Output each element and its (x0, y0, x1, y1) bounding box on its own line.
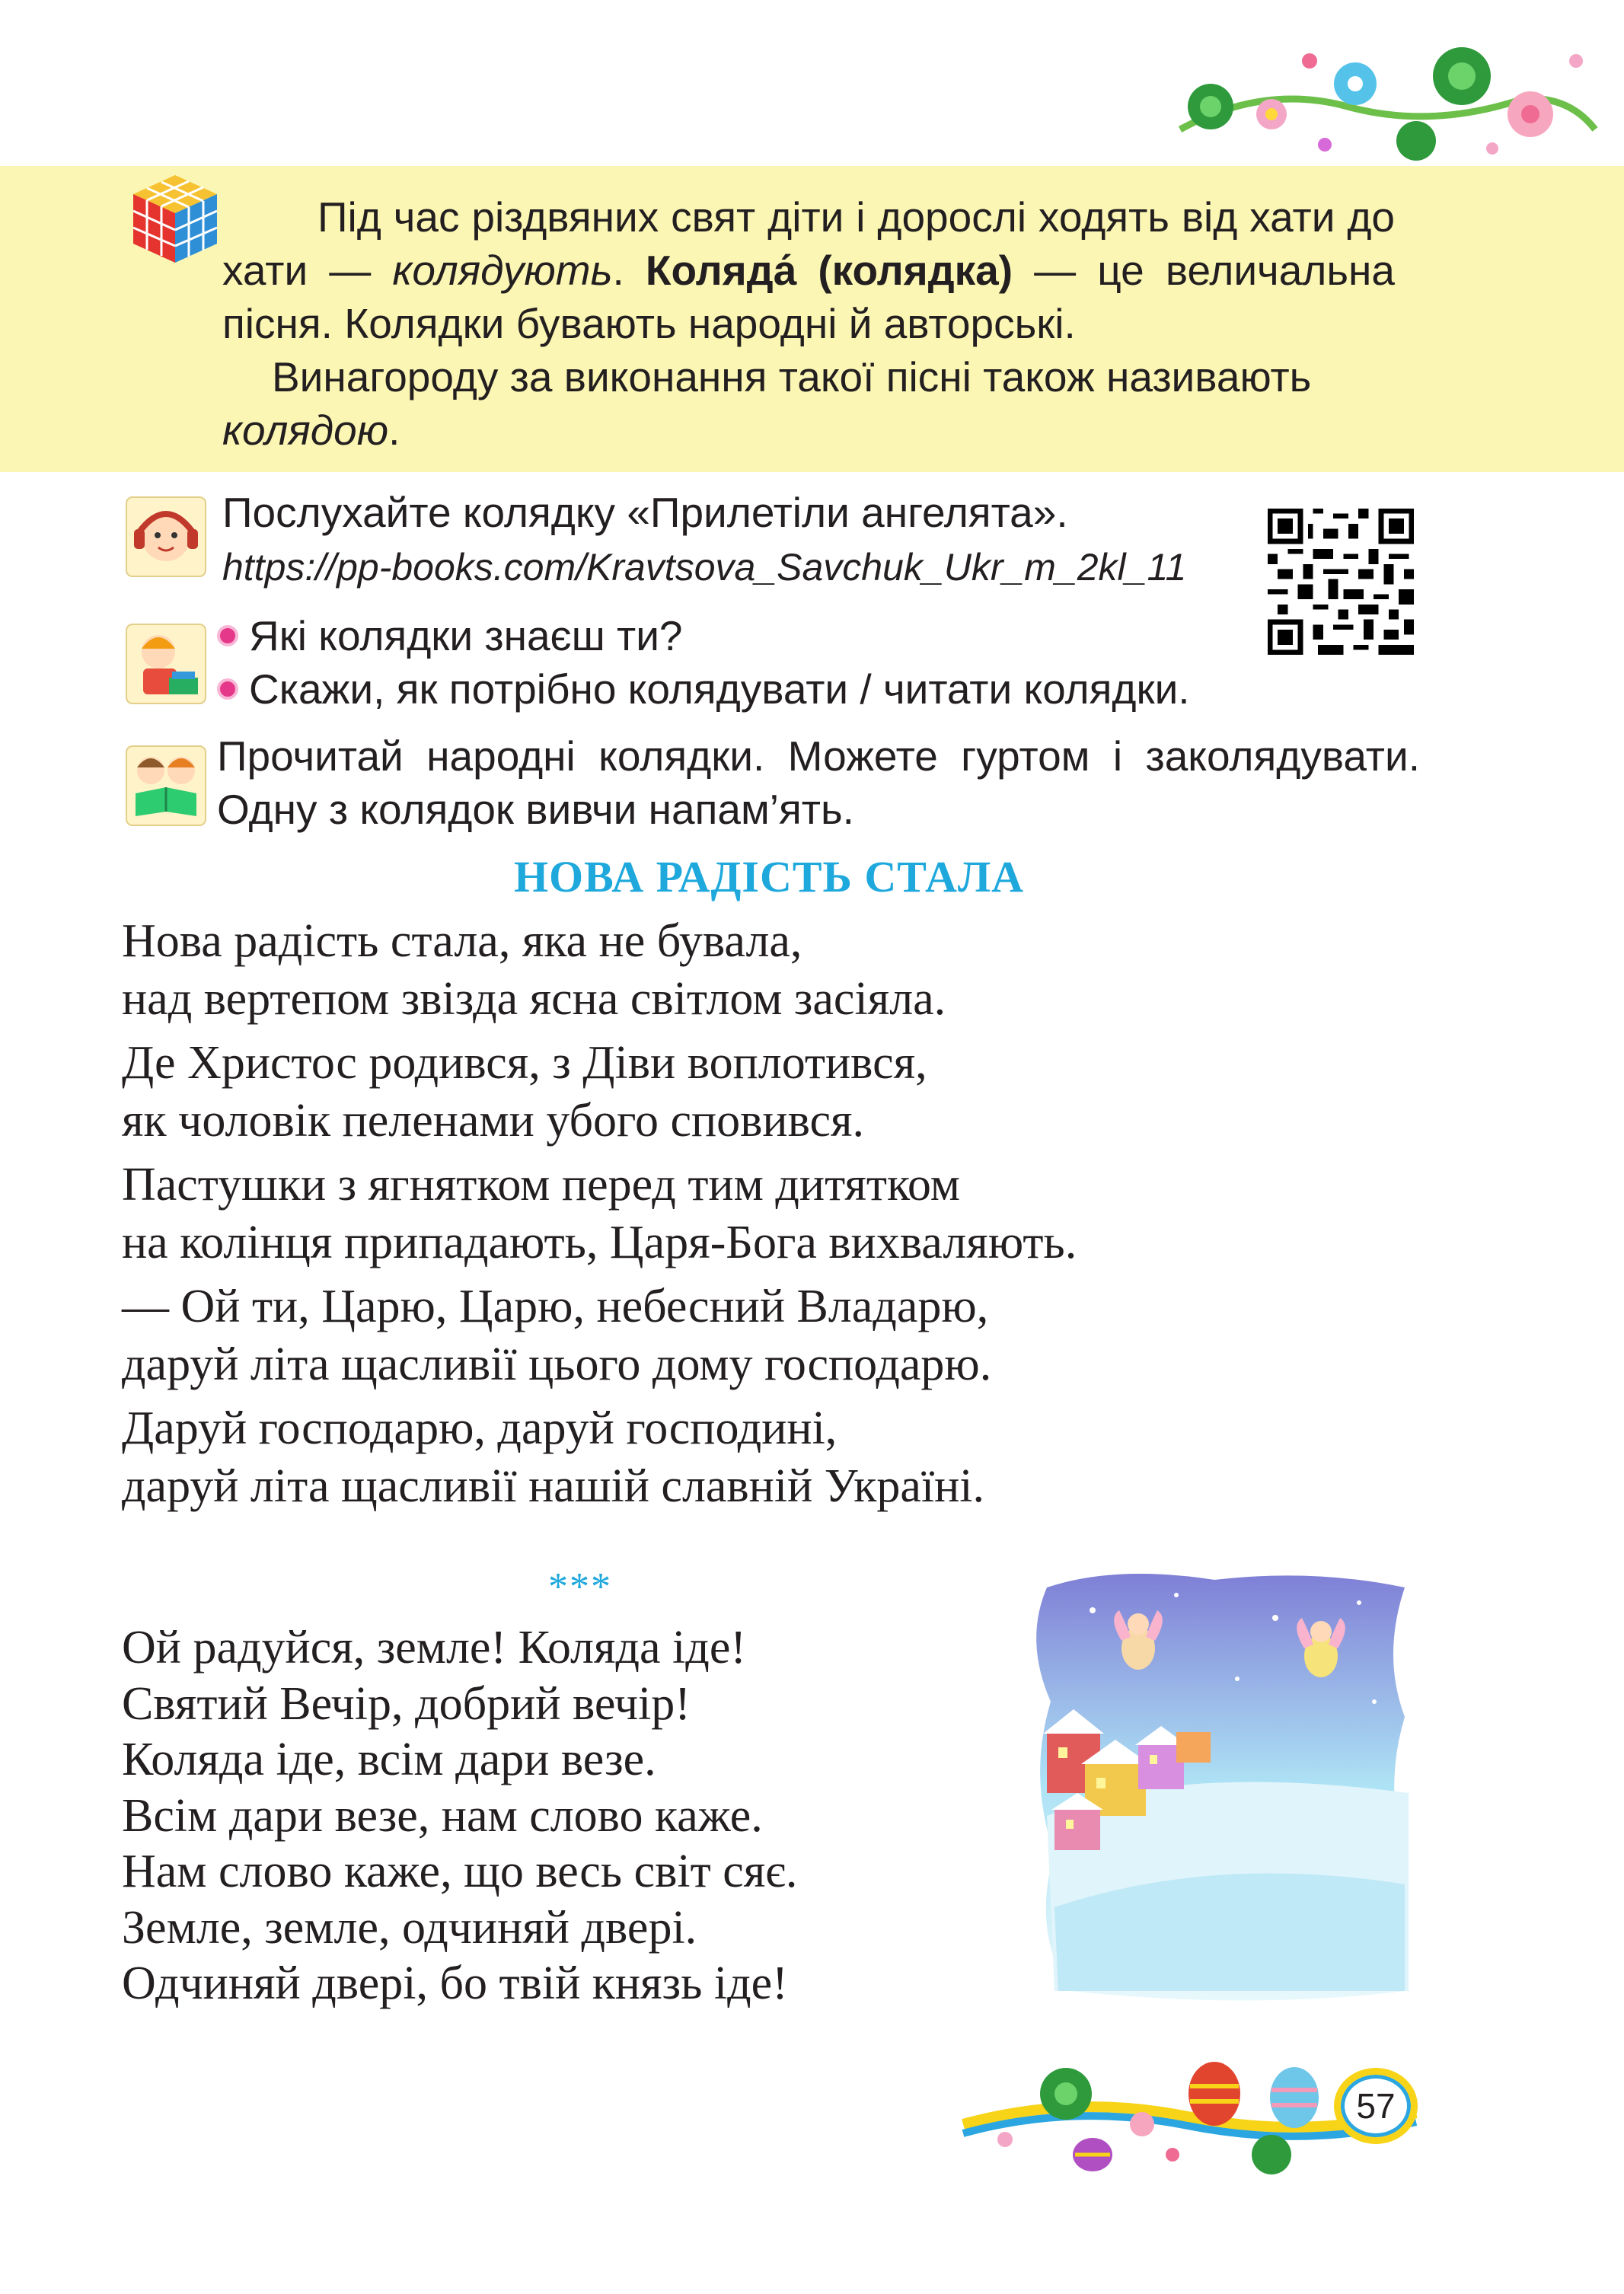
poem-line: — Ой ти, Царю, Царю, небесний Владарю, (122, 1281, 989, 1332)
poem-line: на колінця припадають, Царя-Бога вихваляють. (122, 1217, 1077, 1268)
poem-line: Всім дари везе, нам слово каже. (122, 1789, 763, 1842)
poem-line: Коляда іде, всім дари везе. (122, 1734, 656, 1785)
info-italic-term: колядою (222, 407, 389, 454)
question-1 (217, 609, 683, 662)
info-text: Під час різдвяних свят діти і дорослі ходять від хати до хати — (222, 193, 1395, 294)
poem-line: Нова радість стала, яка не бувала, (122, 915, 802, 967)
poem-line: Пастушки з ягнятком перед тим дитятком (122, 1159, 960, 1211)
pink-bullet-icon (217, 625, 238, 646)
info-bold-term: Коляда́ (колядка) (645, 247, 1013, 294)
poem-1 (122, 912, 1077, 1521)
poem-1-stanza (122, 1034, 1077, 1150)
poem-2-separator: *** (548, 1565, 612, 1609)
qr-code[interactable] (1268, 509, 1414, 655)
poem-line: даруй літа щасливії нашій славній Україні. (122, 1460, 984, 1512)
poem-line: Де Христос родився, з Діви воплотився, (122, 1037, 927, 1089)
poem-line: Земле, земле, одчиняй двері. (122, 1901, 697, 1954)
poem-line: над вертепом звізда ясна світлом засіяла. (122, 973, 946, 1025)
poem-line: Даруй господарю, даруй господині, (122, 1402, 838, 1454)
floral-ornament-top (1173, 15, 1599, 168)
poem-line: Одчиняй двері, бо твій князь іде! (122, 1957, 788, 2009)
page-number: 57 (1356, 2086, 1396, 2126)
poem-line: даруй літа щасливії цього дому господарю. (122, 1338, 992, 1390)
info-text: — це величальна пісня. Колядки бувають народні й авторські. (222, 247, 1395, 347)
info-text: . (612, 247, 646, 294)
winter-village-illustration (1024, 1565, 1420, 2006)
info-text: Винагороду за виконання такої пісні також називають (272, 353, 1312, 400)
info-paragraph-1 (222, 190, 1395, 350)
audio-link[interactable]: https://pp-books.com/Kravtsova_Savchuk_Ukr_m_2kl_11 (222, 546, 1187, 589)
poem-1-stanza (122, 912, 1077, 1028)
question-1-text: Які колядки знаєш ти? (249, 612, 683, 659)
rubiks-cube-icon (118, 164, 225, 270)
poem-line: як чоловік пеленами убого сповився. (122, 1095, 865, 1147)
thinking-child-icon (122, 618, 209, 708)
poem-line: Святий Вечір, добрий вечір! (122, 1677, 691, 1730)
info-italic-term: колядують (392, 247, 613, 294)
poem-2 (122, 1620, 797, 2012)
poem-1-stanza (122, 1399, 1077, 1515)
poem-1-title: НОВА РАДІСТЬ СТАЛА (513, 852, 1025, 901)
poem-line: Ой радуйся, земле! Коляда іде! (122, 1622, 746, 1673)
poem-1-stanza (122, 1156, 1077, 1271)
listen-instruction: Послухайте колядку «Прилетіли ангелята». (222, 489, 1068, 536)
poem-1-stanza (122, 1278, 1077, 1393)
poem-line: Нам слово каже, що весь світ сяє. (122, 1846, 798, 1897)
headphones-child-icon (122, 491, 209, 581)
info-paragraph-2 (222, 350, 1395, 457)
reading-instruction: Прочитай народні колядки. Можете гуртом і заколядувати. Одну з колядок вивчи напам’ять. (217, 732, 1420, 833)
pink-bullet-icon (217, 678, 238, 700)
reading-children-icon (122, 740, 209, 830)
info-text: . (388, 407, 400, 454)
question-2-text: Скажи, як потрібно колядувати / читати колядки. (249, 665, 1190, 713)
question-2 (217, 662, 1190, 716)
page-number-badge (1334, 2068, 1418, 2144)
